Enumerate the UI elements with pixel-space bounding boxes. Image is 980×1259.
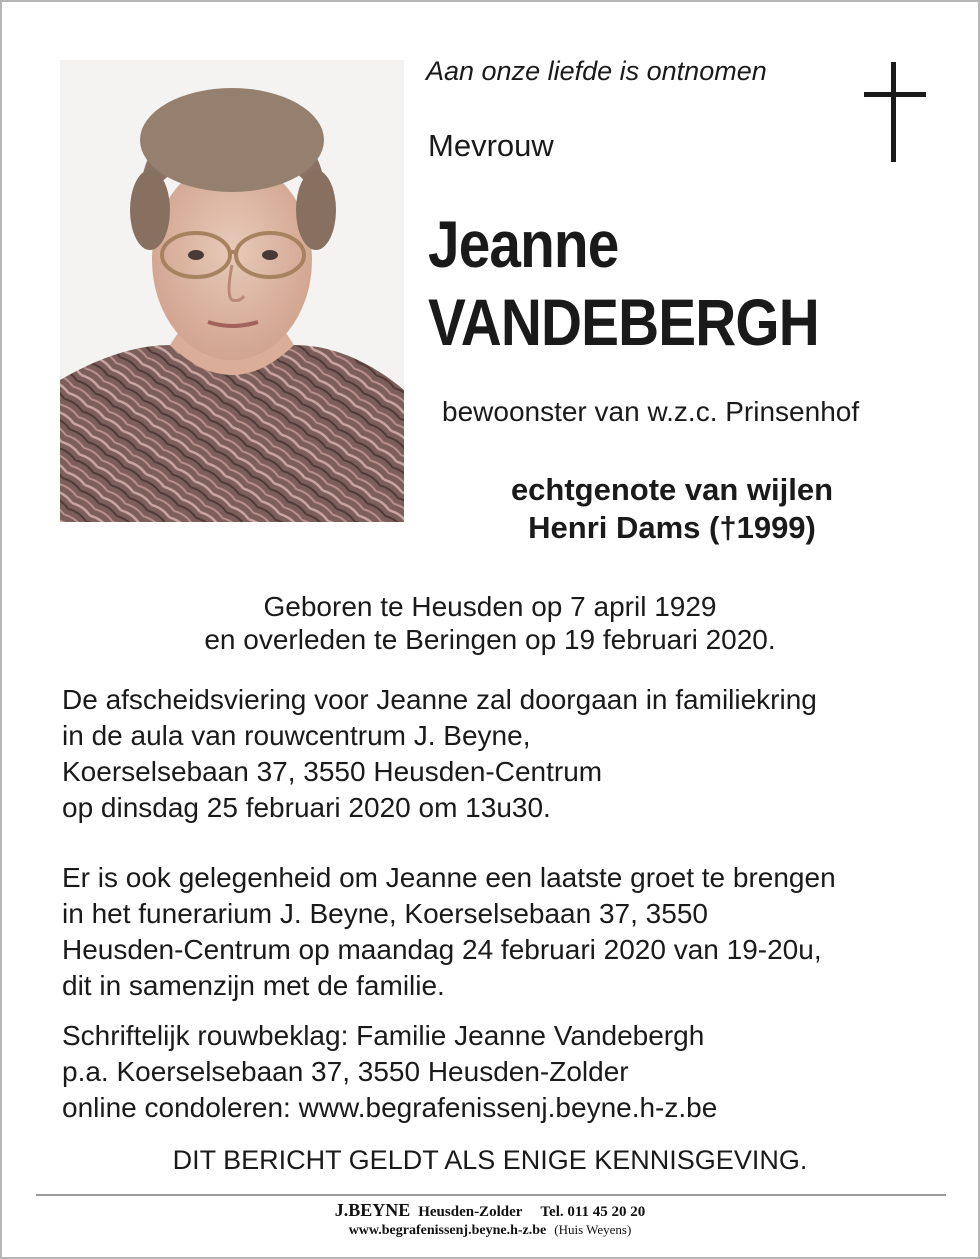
honorific: Mevrouw: [428, 128, 554, 163]
spouse-line-1: echtgenote van wijlen: [510, 472, 834, 507]
service-paragraph: [62, 682, 817, 826]
funeral-home-house: (Huis Weyens): [554, 1222, 632, 1237]
visitation-line: in het funerarium J. Beyne, Koerselsebaan 37, 3550: [62, 898, 708, 929]
footer-line-1: [2, 1202, 978, 1221]
intro-line: Aan onze liefde is ontnomen: [426, 56, 767, 86]
spouse-line-2: Henri Dams (†1999): [528, 510, 816, 545]
contact-paragraph: [62, 1018, 717, 1126]
funeral-home-phone: Tel. 011 45 20 20: [540, 1204, 646, 1220]
visitation-line: dit in samenzijn met de familie.: [62, 970, 445, 1001]
portrait-photo: [60, 60, 404, 522]
service-line: op dinsdag 25 februari 2020 om 13u30.: [62, 792, 551, 823]
cross-icon: [864, 62, 926, 162]
birth-line: Geboren te Heusden op 7 april 1929: [263, 591, 717, 622]
footer-line-2: [2, 1221, 978, 1239]
funeral-home-website: www.begrafenissenj.beyne.h-z.be: [348, 1223, 547, 1238]
notice-line: DIT BERICHT GELDT ALS ENIGE KENNISGEVING.: [172, 1145, 808, 1175]
visitation-paragraph: [62, 860, 836, 1004]
contact-website: online condoleren: www.begrafenissenj.beyne.h-z.be: [62, 1092, 718, 1123]
funeral-home-footer: [2, 1202, 978, 1239]
funeral-home-city: Heusden-Zolder: [418, 1204, 523, 1220]
contact-line: Schriftelijk rouwbeklag: Familie Jeanne Vandebergh: [62, 1020, 705, 1051]
residence-line: bewoonster van w.z.c. Prinsenhof: [442, 396, 860, 427]
death-line: en overleden te Beringen op 19 februari 2020.: [204, 624, 776, 655]
service-line: De afscheidsviering voor Jeanne zal doorgaan in familiekring: [62, 684, 817, 715]
footer-divider: [36, 1194, 946, 1196]
service-line: in de aula van rouwcentrum J. Beyne,: [62, 720, 531, 751]
deceased-first-name: Jeanne: [428, 207, 619, 281]
visitation-line: Er is ook gelegenheid om Jeanne een laatste groet te brengen: [62, 862, 836, 893]
deceased-last-name: VANDEBERGH: [428, 285, 819, 359]
service-line: Koerselsebaan 37, 3550 Heusden-Centrum: [62, 756, 603, 787]
funeral-home-logo: J.BEYNE: [334, 1200, 411, 1220]
contact-line: p.a. Koerselsebaan 37, 3550 Heusden-Zolder: [62, 1056, 629, 1087]
visitation-line: Heusden-Centrum op maandag 24 februari 2020 van 19-20u,: [62, 934, 822, 965]
